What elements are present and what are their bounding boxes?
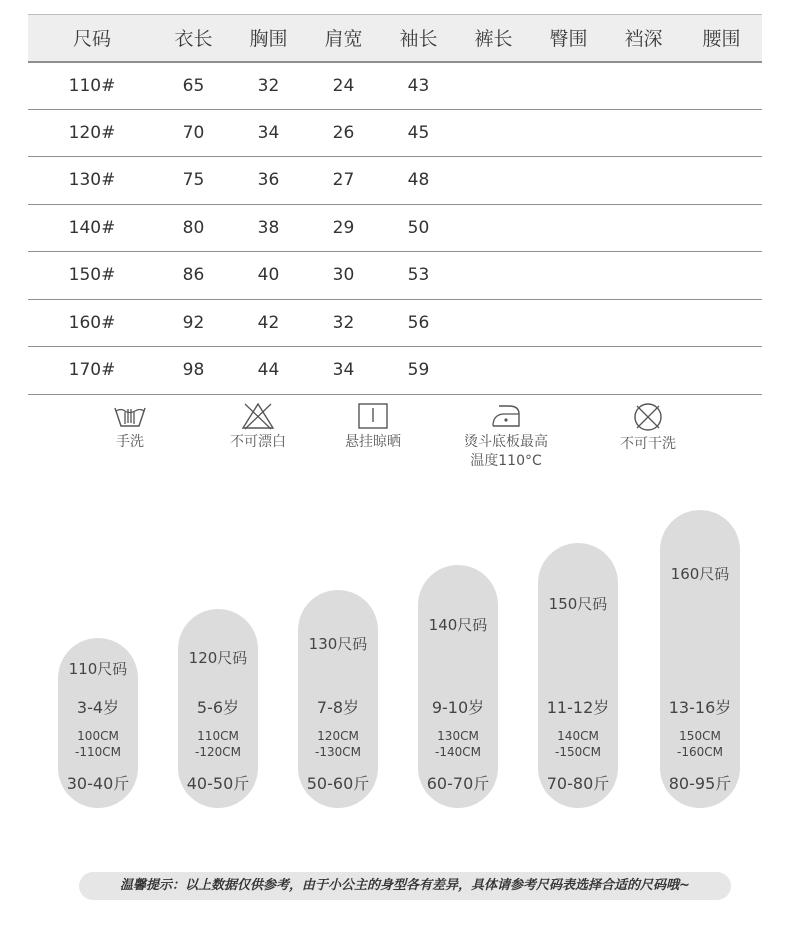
table-header-row (28, 15, 762, 62)
guide-weight: 50-60斤 (306, 774, 370, 793)
table-cell: 29 (332, 217, 355, 238)
care-label: 不可干洗 (620, 436, 676, 452)
table-cell (681, 347, 762, 395)
care-label: 悬挂晾晒 (345, 434, 401, 450)
table-cell: 110# (68, 75, 116, 96)
care-label: 烫斗底板最高 (464, 434, 548, 450)
guide-weight: 30-40斤 (66, 774, 130, 793)
table-cell: 160# (68, 312, 116, 333)
table-cell (681, 157, 762, 205)
size-guide-160 (660, 510, 740, 808)
table-cell: 59 (407, 360, 430, 381)
care-item-iron (431, 398, 581, 471)
table-cell (531, 299, 606, 347)
hand-wash-icon (113, 402, 147, 430)
table-cell: 32 (332, 312, 355, 333)
table-cell: 40 (257, 265, 280, 286)
guide-height: 150CM -160CM (677, 729, 723, 759)
guide-height: 130CM -140CM (435, 729, 481, 759)
table-cell: 80 (182, 217, 205, 238)
table-cell (456, 204, 531, 252)
table-cell (531, 252, 606, 300)
guide-height: 140CM -150CM (555, 729, 601, 759)
table-cell: 56 (407, 312, 430, 333)
table-cell (456, 62, 531, 110)
size-guide-110 (58, 638, 138, 808)
header-hip: 臀围 (549, 28, 588, 51)
guide-age: 5-6岁 (196, 698, 240, 717)
table-cell (681, 252, 762, 300)
table-cell (606, 204, 681, 252)
header-crotch: 裆深 (624, 28, 663, 51)
guide-height: 100CM -110CM (75, 729, 121, 759)
header-pants-length: 裤长 (474, 28, 513, 51)
header-sleeve: 袖长 (399, 28, 438, 51)
table-cell: 53 (407, 265, 430, 286)
size-guide-120 (178, 609, 258, 808)
table-cell: 150# (68, 265, 116, 286)
guide-weight: 40-50斤 (186, 774, 250, 793)
table-cell: 86 (182, 265, 205, 286)
size-guide-150 (538, 543, 618, 808)
no-dry-clean-icon (631, 402, 665, 432)
table-row (28, 62, 762, 110)
guide-age: 9-10岁 (431, 698, 485, 717)
header-shoulder: 肩宽 (324, 28, 363, 51)
table-cell (606, 252, 681, 300)
table-cell: 34 (257, 122, 280, 143)
size-guide-140 (418, 565, 498, 808)
table-row (28, 204, 762, 252)
table-cell: 98 (182, 360, 205, 381)
table-cell (606, 157, 681, 205)
table-cell: 27 (332, 170, 355, 191)
table-cell (606, 347, 681, 395)
table-cell (681, 299, 762, 347)
table-cell (456, 252, 531, 300)
table-cell (456, 347, 531, 395)
table-cell: 24 (332, 75, 355, 96)
iron-low-icon (489, 402, 523, 430)
guide-weight: 70-80斤 (546, 774, 610, 793)
table-cell: 48 (407, 170, 430, 191)
care-item-hang-dry (298, 398, 448, 452)
table-cell (681, 109, 762, 157)
table-cell: 34 (332, 360, 355, 381)
care-label: 不可漂白 (230, 434, 286, 450)
guide-age: 11-12岁 (546, 698, 610, 717)
table-cell: 44 (257, 360, 280, 381)
table-cell: 32 (257, 75, 280, 96)
table-cell (531, 109, 606, 157)
guide-size: 130尺码 (308, 635, 368, 653)
table-cell: 65 (182, 75, 205, 96)
table-cell: 38 (257, 217, 280, 238)
reminder-banner: 温馨提示：以上数据仅供参考，由于小公主的身型各有差异，具体请参考尺码表选择合适的尺码哦~ (79, 872, 731, 900)
size-guide-130 (298, 590, 378, 808)
table-cell: 30 (332, 265, 355, 286)
care-item-no-dry-clean (573, 398, 723, 454)
table-cell (456, 109, 531, 157)
guide-age: 13-16岁 (668, 698, 732, 717)
table-cell: 130# (68, 170, 116, 191)
table-cell (606, 62, 681, 110)
table-cell: 50 (407, 217, 430, 238)
care-instructions (0, 398, 790, 488)
table-cell (606, 299, 681, 347)
table-cell (456, 157, 531, 205)
guide-size: 150尺码 (548, 595, 608, 613)
header-chest: 胸围 (249, 28, 288, 51)
table-cell: 92 (182, 312, 205, 333)
guide-age: 7-8岁 (316, 698, 360, 717)
table-row (28, 347, 762, 395)
guide-size: 160尺码 (670, 565, 730, 583)
guide-size: 110尺码 (68, 660, 128, 678)
table-row (28, 157, 762, 205)
table-cell: 45 (407, 122, 430, 143)
table-row (28, 252, 762, 300)
guide-age: 3-4岁 (76, 698, 120, 717)
guide-weight: 80-95斤 (668, 774, 732, 793)
table-row (28, 299, 762, 347)
table-cell: 120# (68, 122, 116, 143)
care-label: 手洗 (116, 434, 144, 450)
no-bleach-icon (241, 402, 275, 430)
table-cell (681, 204, 762, 252)
table-cell: 26 (332, 122, 355, 143)
table-cell (531, 157, 606, 205)
table-cell: 75 (182, 170, 205, 191)
guide-weight: 60-70斤 (426, 774, 490, 793)
table-cell: 140# (68, 217, 116, 238)
guide-size: 120尺码 (188, 649, 248, 667)
table-cell (531, 347, 606, 395)
size-table (28, 14, 762, 395)
care-label-2: 温度110°C (470, 453, 542, 469)
table-cell: 43 (407, 75, 430, 96)
header-length: 衣长 (174, 28, 213, 51)
table-cell: 36 (257, 170, 280, 191)
header-waist: 腰围 (702, 28, 741, 51)
table-cell (531, 62, 606, 110)
hang-dry-icon (356, 402, 390, 430)
header-size: 尺码 (72, 28, 111, 51)
guide-size: 140尺码 (428, 616, 488, 634)
table-cell (531, 204, 606, 252)
table-cell (681, 62, 762, 110)
table-cell: 70 (182, 122, 205, 143)
table-cell: 42 (257, 312, 280, 333)
guide-height: 120CM -130CM (315, 729, 361, 759)
table-cell (606, 109, 681, 157)
table-row (28, 109, 762, 157)
table-cell: 170# (68, 360, 116, 381)
table-cell (456, 299, 531, 347)
guide-height: 110CM -120CM (195, 729, 241, 759)
